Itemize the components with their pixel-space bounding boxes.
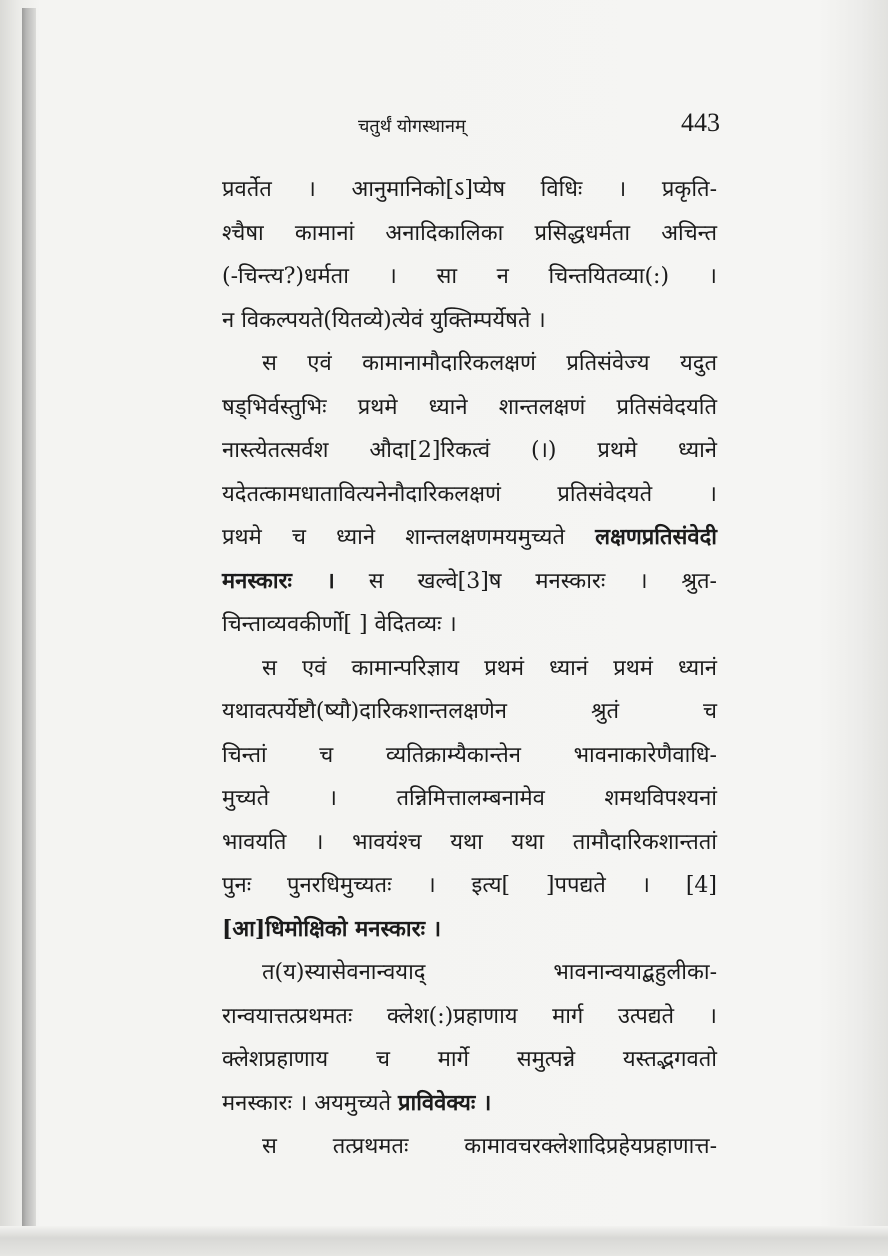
text-line: त(य)स्यासेवनान्वयाद् भावनान्वयाद्बहुलीका- [262, 960, 717, 985]
running-header [340, 108, 720, 144]
text-line: प्रवर्तेत । आनुमानिको[ऽ]प्येष विधिः । प्रकृति- [222, 177, 717, 202]
page-bottom-edge [0, 1226, 888, 1256]
bold-term: [आ]धिमोक्षिको मनस्कारः । [222, 915, 442, 942]
text-line: रान्वयात्तत्प्रथमतः क्लेश(:)प्रहाणाय मार्ग उत्पद्यते । [222, 1003, 717, 1029]
book-gutter-shadow [22, 8, 36, 1238]
text-line: चिन्ताव्यवकीर्णो[ ] वेदितव्यः । [222, 612, 457, 637]
text-line: (-चिन्त्य?)धर्मता । सा न चिन्तयितव्या(:) । [222, 264, 717, 289]
text-line: यदेतत्कामधातावित्यनेनौदारिकलक्षणं प्रतिसंवेदयते । [222, 481, 717, 507]
text-line [222, 908, 717, 952]
text-line: चिन्तां च व्यतिक्राम्यैकान्तेन भावनाकारेणैवाधि- [222, 742, 717, 768]
text-line: स एवं कामानामौदारिकलक्षणं प्रतिसंवेज्य यदुत [262, 351, 717, 376]
text-line: श्चैषा कामानां अनादिकालिका प्रसिद्धधर्मता अचिन्त [222, 220, 717, 246]
body-text [222, 168, 717, 1169]
text-line: क्लेशप्रहाणाय च मार्गे समुत्पन्ने यस्तद्भगवतो [222, 1047, 717, 1072]
text-line: न विकल्पयते(यितव्ये)त्येवं युक्तिम्पर्येषते । [222, 307, 546, 333]
text-line: यथावत्पर्येष्टौ(ष्यौ)दारिकशान्तलक्षणेन श्रुतं च [222, 699, 717, 724]
text-line: नास्त्येतत्सर्वश औदा[2]रिकत्वं (।) प्रथमे ध्याने [222, 438, 717, 463]
bold-term: प्राविवेक्यः । [398, 1089, 492, 1116]
text-line: मनस्कारः । अयमुच्यते प्राविवेक्यः । [222, 1089, 492, 1116]
text-line: प्रथमे च ध्याने शान्तलक्षणमयमुच्यते लक्षणप्रतिसंवेदी [222, 524, 717, 550]
text-line: स तत्प्रथमतः कामावचरक्लेशादिप्रहेयप्रहाणात्त- [262, 1134, 717, 1159]
text-line: मुच्यते । तन्निमित्तालम्बनामेव शमथविपश्यनां [222, 786, 717, 811]
bold-term: मनस्कारः । [222, 567, 335, 594]
text-line: षड्भिर्वस्तुभिः प्रथमे ध्याने शान्तलक्षणं प्रतिसंवेदयति [222, 394, 717, 420]
text-line: पुनः पुनरधिमुच्यतः । इत्य[ ]पपद्यते । [4] [222, 873, 717, 898]
running-title: चतुर्थं योगस्थानम् [358, 116, 466, 137]
page-number: 443 [681, 108, 720, 137]
text-line: भावयति । भावयंश्च यथा यथा तामौदारिकशान्ततां [222, 829, 717, 855]
text-line: स एवं कामान्परिज्ञाय प्रथमं ध्यानं प्रथमं ध्यानं [262, 655, 717, 681]
text-line: मनस्कारः । स खल्वे[3]ष मनस्कारः । श्रुत- [222, 567, 717, 594]
bold-term: लक्षणप्रतिसंवेदी [595, 524, 717, 550]
